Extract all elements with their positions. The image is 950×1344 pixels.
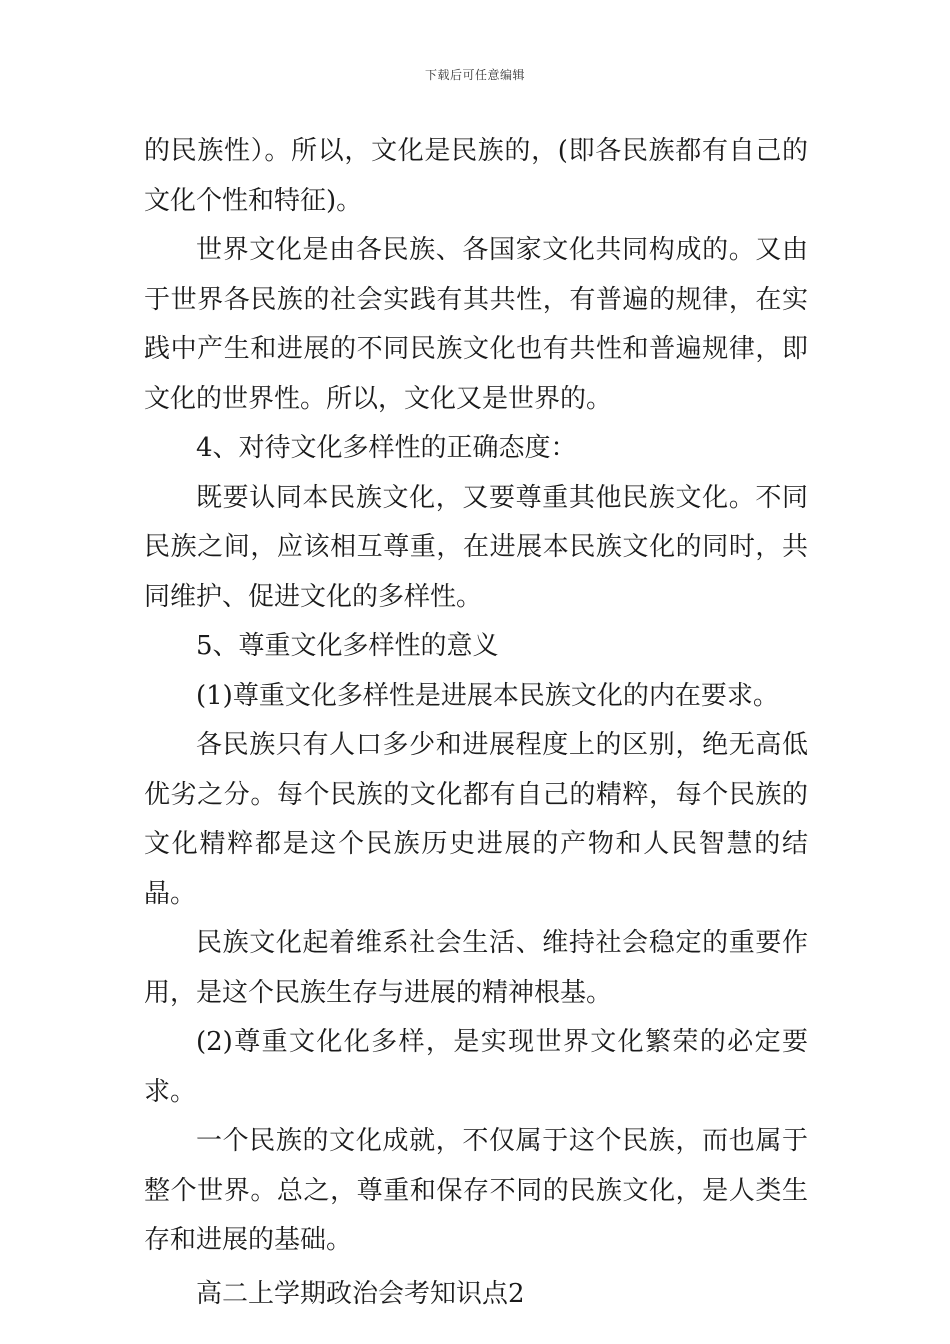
next-section-title: 高二上学期政治会考知识点2 xyxy=(196,1278,525,1309)
page-header: 下载后可任意编辑 xyxy=(424,68,525,82)
section-heading-4: 4、对待文化多样性的正确态度： xyxy=(196,433,577,463)
paragraph-6: 一个民族的文化成就，不仅属于这个民族，而也属于整个世界。总之，尊重和保存不同的民族文化，是人类生存和进展的基础。 xyxy=(144,1126,808,1255)
paragraph-3: 既要认同本民族文化，又要尊重其他民族文化。不同民族之间，应该相互尊重，在进展本民族文化的同时，共同维护、促进文化的多样性。 xyxy=(144,482,808,612)
subheading-1: (1)尊重文化多样性是进展本民族文化的内在要求。 xyxy=(196,680,779,711)
paragraph-5: 民族文化起着维系社会生活、维持社会稳定的重要作用，是这个民族生存与进展的精神根基。 xyxy=(144,928,808,1008)
subheading-2: (2)尊重文化化多样，是实现世界文化繁荣的必定要求。 xyxy=(144,1027,808,1107)
document-body xyxy=(144,127,808,1319)
paragraph-1: 的民族性）。所以，文化是民族的，(即各民族都有自己的文化个性和特征)。 xyxy=(144,136,808,216)
section-heading-5: 5、尊重文化多样性的意义 xyxy=(196,631,499,661)
paragraph-4: 各民族只有人口多少和进展程度上的区别，绝无高低优劣之分。每个民族的文化都有自己的精粹，每个民族的文化精粹都是这个民族历史进展的产物和人民智慧的结晶。 xyxy=(144,730,808,909)
paragraph-2: 世界文化是由各民族、各国家文化共同构成的。又由于世界各民族的社会实践有其共性，有普遍的规律，在实践中产生和进展的不同民族文化也有共性和普遍规律，即文化的世界性。所以，文化又是世界的。 xyxy=(144,235,808,414)
